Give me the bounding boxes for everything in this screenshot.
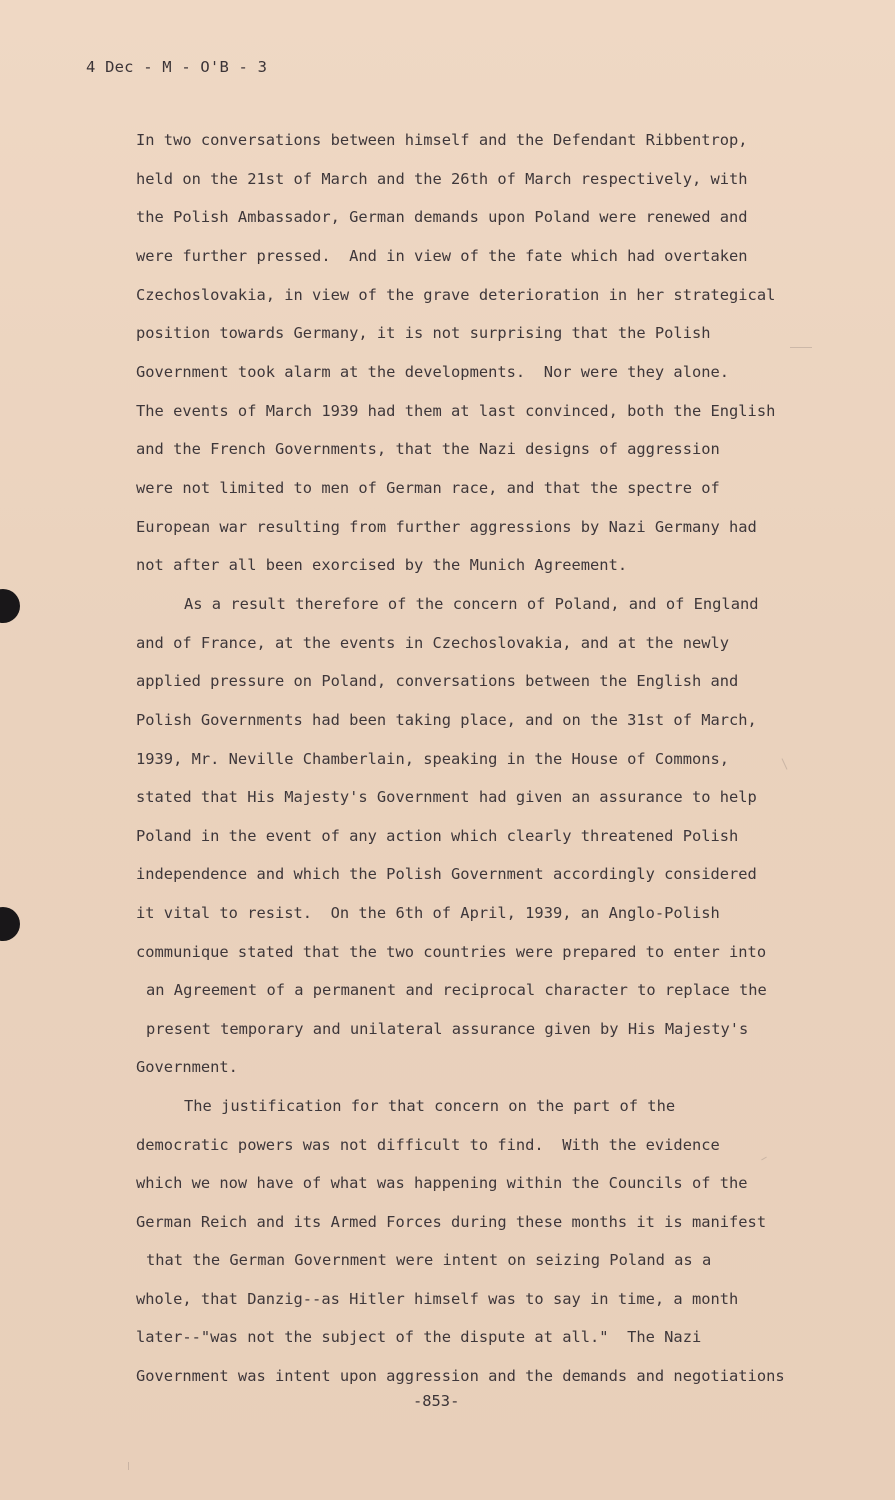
text-line: present temporary and unilateral assurance given by His Majesty's bbox=[146, 1020, 749, 1038]
paper-mark bbox=[761, 1157, 767, 1161]
text-line: which we now have of what was happening within the Councils of the bbox=[136, 1174, 748, 1192]
text-line: Government. bbox=[136, 1058, 238, 1076]
text-line: were not limited to men of German race, and that the spectre of bbox=[136, 479, 720, 497]
punch-hole-bottom bbox=[0, 907, 20, 941]
punch-hole-top bbox=[0, 589, 20, 623]
text-line: As a result therefore of the concern of Poland, and of England bbox=[184, 595, 759, 613]
page-number: -853- bbox=[413, 1392, 460, 1410]
text-line: were further pressed. And in view of the fate which had overtaken bbox=[136, 247, 748, 265]
text-line: it vital to resist. On the 6th of April, 1939, an Anglo-Polish bbox=[136, 904, 720, 922]
text-line: position towards Germany, it is not surprising that the Polish bbox=[136, 324, 711, 342]
text-line: Czechoslovakia, in view of the grave deterioration in her strategical bbox=[136, 286, 776, 304]
text-line: and the French Governments, that the Nazi designs of aggression bbox=[136, 440, 720, 458]
paper-mark bbox=[128, 1462, 129, 1470]
text-line: Polish Governments had been taking place, and on the 31st of March, bbox=[136, 711, 757, 729]
text-line: European war resulting from further aggressions by Nazi Germany had bbox=[136, 518, 757, 536]
text-line: communique stated that the two countries were prepared to enter into bbox=[136, 943, 767, 961]
text-line: whole, that Danzig--as Hitler himself was to say in time, a month bbox=[136, 1290, 739, 1308]
text-line: 1939, Mr. Neville Chamberlain, speaking in the House of Commons, bbox=[136, 750, 730, 768]
text-line: applied pressure on Poland, conversations between the English and bbox=[136, 672, 739, 690]
text-line: The events of March 1939 had them at last convinced, both the English bbox=[136, 402, 776, 420]
text-line: democratic powers was not difficult to find. With the evidence bbox=[136, 1136, 720, 1154]
text-line: Poland in the event of any action which clearly threatened Polish bbox=[136, 827, 739, 845]
text-line: Government took alarm at the developments. Nor were they alone. bbox=[136, 363, 730, 381]
text-line: The justification for that concern on the part of the bbox=[184, 1097, 676, 1115]
paper-mark bbox=[790, 347, 812, 348]
text-line: stated that His Majesty's Government had given an assurance to help bbox=[136, 788, 757, 806]
text-line: In two conversations between himself and the Defendant Ribbentrop, bbox=[136, 131, 748, 149]
text-line: German Reich and its Armed Forces during these months it is manifest bbox=[136, 1213, 767, 1231]
text-line: Government was intent upon aggression and the demands and negotiations bbox=[136, 1367, 785, 1385]
text-line: and of France, at the events in Czechoslovakia, and at the newly bbox=[136, 634, 730, 652]
document-header: 4 Dec - M - O'B - 3 bbox=[86, 58, 268, 76]
paper-mark bbox=[782, 758, 788, 769]
text-line: independence and which the Polish Government accordingly considered bbox=[136, 865, 757, 883]
text-line: that the German Government were intent on seizing Poland as a bbox=[146, 1251, 712, 1269]
text-line: held on the 21st of March and the 26th of March respectively, with bbox=[136, 170, 748, 188]
text-line: not after all been exorcised by the Munich Agreement. bbox=[136, 556, 628, 574]
text-line: an Agreement of a permanent and reciprocal character to replace the bbox=[146, 981, 767, 999]
text-line: the Polish Ambassador, German demands upon Poland were renewed and bbox=[136, 208, 748, 226]
text-line: later--"was not the subject of the dispute at all." The Nazi bbox=[136, 1328, 702, 1346]
